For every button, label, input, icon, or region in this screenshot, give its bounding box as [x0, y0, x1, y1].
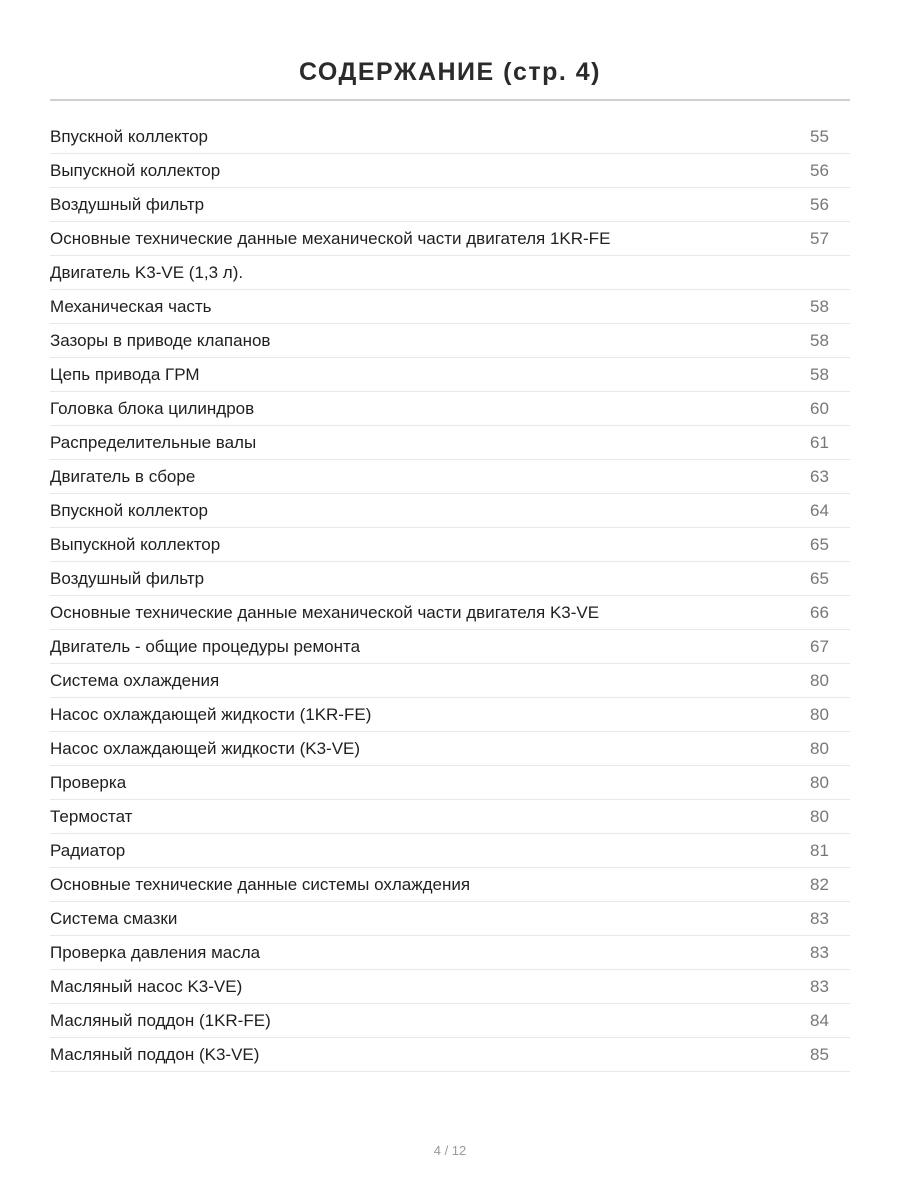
- toc-page-number: 67: [810, 636, 829, 656]
- toc-row[interactable]: [50, 970, 850, 1004]
- toc-page-number: 55: [810, 126, 829, 146]
- toc-page-number: 56: [810, 194, 829, 214]
- toc-row[interactable]: [50, 630, 850, 664]
- toc-row[interactable]: [50, 562, 850, 596]
- page-number-footer: 4 / 12: [433, 1143, 467, 1158]
- toc-page-number: 80: [810, 738, 829, 758]
- toc-row[interactable]: [50, 460, 850, 494]
- toc-entry-title: Впускной коллектор: [50, 126, 208, 146]
- toc-page-number: 63: [810, 466, 829, 486]
- toc-entry-title: Система смазки: [50, 908, 178, 928]
- toc-row[interactable]: [50, 528, 850, 562]
- toc-row[interactable]: [50, 188, 850, 222]
- title-divider: [50, 99, 850, 101]
- toc-row[interactable]: [50, 664, 850, 698]
- toc-page-number: 64: [810, 500, 829, 520]
- toc-entry-title: Насос охлаждающей жидкости (1KR-FE): [50, 704, 372, 724]
- toc-row[interactable]: [50, 290, 850, 324]
- toc-entry-title: Механическая часть: [50, 296, 212, 316]
- toc-page-number: 65: [810, 534, 829, 554]
- table-of-contents: [50, 120, 850, 1072]
- toc-entry-title: Цепь привода ГРМ: [50, 364, 200, 384]
- toc-entry-title: Двигатель в сборе: [50, 466, 196, 486]
- toc-row[interactable]: [50, 936, 850, 970]
- toc-page-number: 83: [810, 908, 829, 928]
- toc-entry-title: Масляный поддон (1KR-FE): [50, 1010, 271, 1030]
- toc-page-number: 80: [810, 670, 829, 690]
- toc-entry-title: Термостат: [50, 806, 133, 826]
- toc-entry-title: Распределительные валы: [50, 432, 257, 452]
- toc-page-number: 66: [810, 602, 829, 622]
- toc-page-number: 82: [810, 874, 829, 894]
- toc-page-number: 83: [810, 942, 829, 962]
- toc-entry-title: Зазоры в приводе клапанов: [50, 330, 271, 350]
- toc-row[interactable]: [50, 766, 850, 800]
- toc-entry-title: Масляный насос K3-VE): [50, 976, 243, 996]
- toc-row[interactable]: [50, 358, 850, 392]
- toc-page-number: 80: [810, 704, 829, 724]
- toc-entry-title: Проверка: [50, 772, 127, 792]
- toc-entry-title: Радиатор: [50, 840, 126, 860]
- toc-row[interactable]: [50, 154, 850, 188]
- toc-page-number: 80: [810, 772, 829, 792]
- toc-row[interactable]: [50, 426, 850, 460]
- toc-page-number: 81: [810, 840, 829, 860]
- toc-entry-title: Проверка давления масла: [50, 942, 261, 962]
- toc-page-number: 58: [810, 364, 829, 384]
- toc-entry-title: Выпускной коллектор: [50, 160, 221, 180]
- toc-row[interactable]: [50, 698, 850, 732]
- toc-row[interactable]: [50, 1038, 850, 1072]
- toc-entry-title: Двигатель K3-VE (1,3 л).: [50, 262, 244, 282]
- toc-row[interactable]: [50, 868, 850, 902]
- toc-page-number: 61: [810, 432, 829, 452]
- toc-entry-title: Двигатель - общие процедуры ремонта: [50, 636, 361, 656]
- toc-row[interactable]: [50, 1004, 850, 1038]
- toc-entry-title: Основные технические данные системы охлаждения: [50, 874, 471, 894]
- toc-entry-title: Масляный поддон (K3-VE): [50, 1044, 260, 1064]
- toc-page-number: 56: [810, 160, 829, 180]
- toc-row[interactable]: [50, 800, 850, 834]
- toc-row[interactable]: [50, 732, 850, 766]
- toc-row[interactable]: [50, 392, 850, 426]
- toc-row[interactable]: [50, 902, 850, 936]
- toc-entry-title: Выпускной коллектор: [50, 534, 221, 554]
- toc-page-number: 80: [810, 806, 829, 826]
- toc-page-number: 65: [810, 568, 829, 588]
- toc-page-number: 60: [810, 398, 829, 418]
- toc-entry-title: Впускной коллектор: [50, 500, 208, 520]
- toc-section-heading: [50, 256, 850, 290]
- page-title: СОДЕРЖАНИЕ (стр. 4): [298, 57, 602, 86]
- toc-row[interactable]: [50, 324, 850, 358]
- toc-page-number: 85: [810, 1044, 829, 1064]
- toc-entry-title: Система охлаждения: [50, 670, 220, 690]
- toc-entry-title: Основные технические данные механической части двигателя K3-VE: [50, 602, 600, 622]
- toc-page-number: 83: [810, 976, 829, 996]
- toc-entry-title: Насос охлаждающей жидкости (K3-VE): [50, 738, 361, 758]
- toc-entry-title: Головка блока цилиндров: [50, 398, 255, 418]
- toc-row[interactable]: [50, 494, 850, 528]
- toc-page-number: 57: [810, 228, 829, 248]
- toc-entry-title: Воздушный фильтр: [50, 568, 205, 588]
- toc-row[interactable]: [50, 120, 850, 154]
- toc-row[interactable]: [50, 596, 850, 630]
- toc-entry-title: Воздушный фильтр: [50, 194, 205, 214]
- toc-page-number: 58: [810, 296, 829, 316]
- toc-page-number: 58: [810, 330, 829, 350]
- toc-page-number: 84: [810, 1010, 829, 1030]
- toc-entry-title: Основные технические данные механической части двигателя 1KR-FE: [50, 228, 611, 248]
- toc-row[interactable]: [50, 834, 850, 868]
- toc-row[interactable]: [50, 222, 850, 256]
